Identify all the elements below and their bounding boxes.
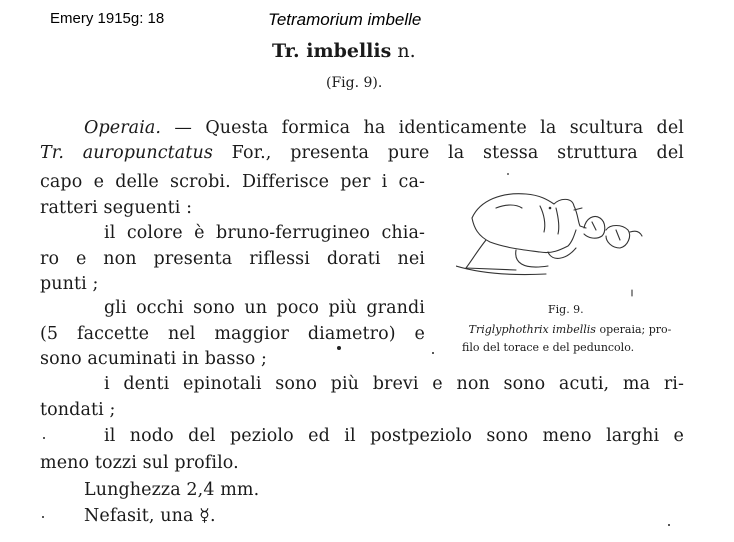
text-line-4: ratteri seguenti : [40, 198, 193, 218]
citation-header: Emery 1915g: 18 [50, 10, 165, 27]
text-line-7: punti ; [40, 274, 99, 294]
species-reference: Tr. auropunctatus [40, 143, 213, 163]
text-line-8 [104, 298, 425, 318]
text-line-5 [104, 223, 425, 243]
title-suffix: n. [397, 40, 416, 62]
text-segment: For., presenta pure la stessa struttura del [231, 143, 684, 163]
text-line-9 [40, 324, 425, 344]
scan-speck [668, 524, 670, 526]
text-segment: — Questa formica ha identicamente la scultura del [174, 118, 684, 138]
scan-speck [42, 516, 44, 518]
text-line-6 [40, 249, 425, 269]
figure-caption-line-1 [454, 323, 686, 336]
text-segment: i denti epinotali sono più brevi e non sono acuti, ma ri- [104, 374, 684, 394]
figure-reference: (Fig. 9). [326, 75, 383, 91]
text-line-14: meno tozzi sul profilo. [40, 453, 239, 473]
ant-profile-figure [456, 170, 656, 300]
scan-speck [337, 346, 341, 350]
text-line-3 [40, 172, 425, 192]
caption-text: operaia; pro- [599, 323, 672, 336]
text-segment: gli occhi sono un poco più grandi [104, 298, 425, 318]
text-segment: capo e delle scrobi. Differisce per i ca- [40, 172, 425, 192]
scan-speck [43, 437, 45, 439]
text-line-2 [40, 143, 684, 163]
figure-number: Fig. 9. [548, 303, 584, 316]
caste-label: Operaia. [84, 118, 162, 138]
text-line-1 [84, 118, 684, 138]
text-segment: ro e non presenta riflessi dorati nei [40, 249, 425, 269]
figure-caption-line-2: filo del torace e del peduncolo. [462, 341, 635, 354]
text-segment: (5 faccette nel maggior diametro) e [40, 324, 425, 344]
species-header: Tetramorium imbelle [268, 10, 422, 29]
text-line-11 [104, 374, 684, 394]
text-line-15: Lunghezza 2,4 mm. [84, 480, 260, 500]
caption-species: Triglyphothrix imbellis [468, 323, 596, 336]
scan-speck [432, 352, 434, 354]
title-name: Tr. imbellis [272, 40, 392, 62]
text-segment: il colore è bruno-ferrugineo chia- [104, 223, 425, 243]
text-line-13 [104, 426, 684, 446]
species-title [272, 40, 416, 62]
text-line-12: tondati ; [40, 400, 116, 420]
text-segment: il nodo del peziolo ed il postpeziolo sono meno larghi e [104, 426, 684, 446]
text-line-16: Nefasit, una ☿. [84, 506, 216, 526]
text-line-10: sono acuminati in basso ; [40, 349, 268, 369]
